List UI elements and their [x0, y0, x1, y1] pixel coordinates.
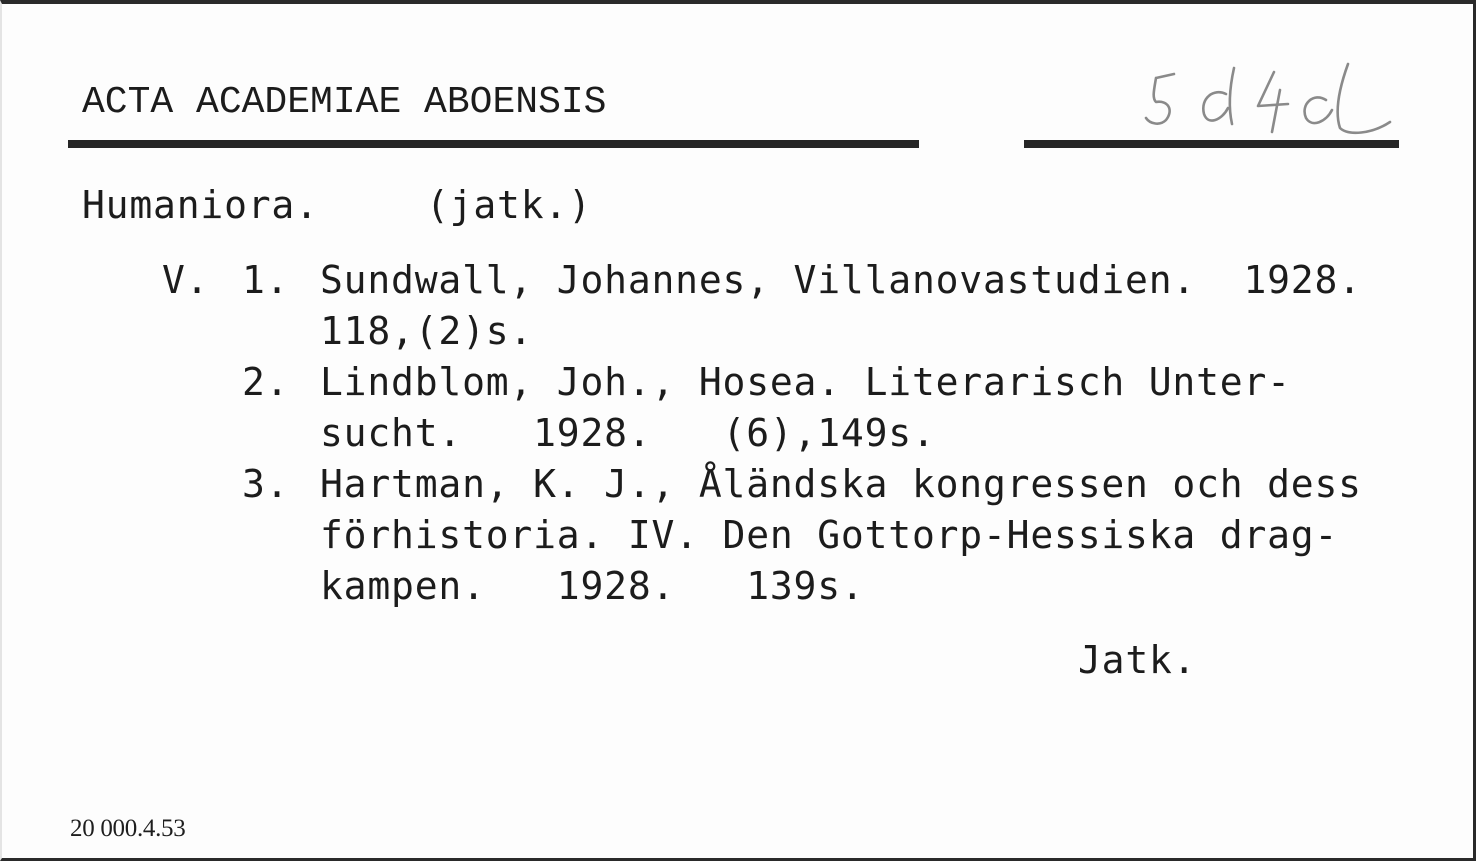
- entry-line: förhistoria. IV. Den Gottorp-Hessiska drag-: [320, 513, 1339, 557]
- series-title: ACTA ACADEMIAE ABOENSIS: [82, 81, 607, 124]
- entry-line: Hartman, K. J., Åländska kongressen och dess: [320, 462, 1362, 506]
- entry-number: 3.: [242, 462, 290, 506]
- entry-number: 2.: [242, 360, 290, 404]
- entry-line: 118,(2)s.: [320, 309, 534, 353]
- entry-line: sucht. 1928. (6),149s.: [320, 411, 936, 455]
- title-underline: [68, 140, 919, 148]
- continued-note: Jatk.: [1078, 638, 1197, 682]
- volume-label: V.: [162, 258, 210, 302]
- print-code: 20 000.4.53: [70, 815, 186, 842]
- handwritten-call-number: [1134, 50, 1414, 140]
- section-continued: (jatk.): [426, 183, 592, 227]
- entry-line: Sundwall, Johannes, Villanovastudien. 1928.: [320, 258, 1362, 302]
- section-heading: Humaniora.: [82, 183, 319, 227]
- call-number-underline: [1024, 140, 1399, 148]
- entry-line: Lindblom, Joh., Hosea. Literarisch Unter-: [320, 360, 1291, 404]
- entry-number: 1.: [242, 258, 290, 302]
- entry-line: kampen. 1928. 139s.: [320, 564, 865, 608]
